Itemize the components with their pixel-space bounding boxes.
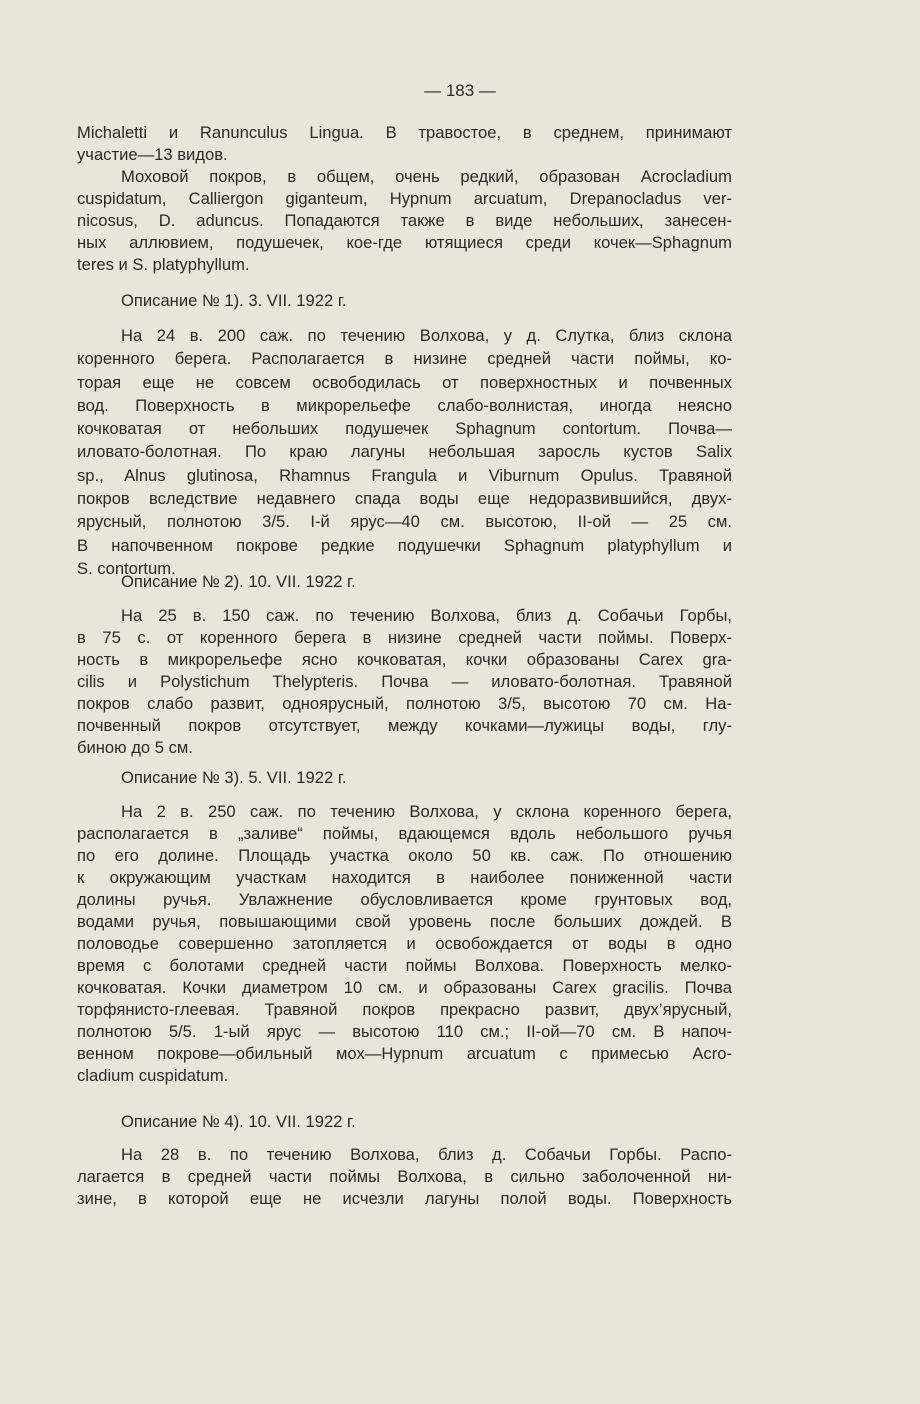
text-line: зине, в которой еще не исчезли лагуны полой воды. Поверхность (77, 1189, 732, 1208)
paragraph (77, 605, 732, 759)
text-line: водами ручья, повышающими свой уровень после больших дождей. В (77, 912, 732, 931)
text-line: коренного берега. Располагается в низине средней части поймы, ко- (77, 349, 732, 369)
text-line: ность в микрорельефе ясно кочковатая, кочки образованы Carex gra- (77, 650, 732, 669)
text-line: покров вследствие недавнего спада воды еще недоразвившийся, двух- (77, 489, 732, 509)
text-line: S. contortum. (77, 558, 176, 578)
text-line: почвенный покров отсутствует, между кочками—лужицы воды, глу- (77, 716, 732, 735)
paragraph (77, 324, 732, 580)
text-line: кочковатая от небольших подушечек Sphagnum contortum. Почва— (77, 419, 732, 439)
text-line: участие—13 видов. (77, 145, 228, 164)
text-line: по его долине. Площадь участка около 50 кв. саж. По отношению (77, 846, 732, 865)
text-line: к окружающим участкам находится в наиболее пониженной части (77, 868, 732, 887)
paragraph (77, 801, 732, 1087)
text-line: cilis и Polystichum Thelypteris. Почва — иловато-болотная. Травяной (77, 672, 732, 691)
text-line: в 75 с. от коренного берега в низине средней части поймы. Поверх- (77, 628, 732, 647)
text-line: покров слабо развит, одноярусный, полнотою 3/5, высотою 70 см. На- (77, 694, 732, 713)
text-line: располагается в „заливе“ поймы, вдающемся вдоль небольшого ручья (77, 824, 732, 843)
text-line: На 25 в. 150 саж. по течению Волхова, близ д. Собачьи Горбы, (121, 606, 732, 625)
paragraph (77, 166, 732, 276)
text-line: полнотою 5/5. 1-ый ярус — высотою 110 см.; II-ой—70 см. В напоч- (77, 1022, 732, 1041)
text-line: время с болотами средней части поймы Волхова. Поверхность мелко- (77, 956, 732, 975)
text-line: половодье совершенно затопляется и освобождается от воды в одно (77, 934, 732, 953)
text-line: лагается в средней части поймы Волхова, в сильно заболоченной ни- (77, 1167, 732, 1186)
text-line: В напочвенном покрове редкие подушечки Sphagnum platyphyllum и (77, 535, 732, 555)
text-line: кочковатая. Кочки диаметром 10 см. и образованы Carex gracilis. Почва (77, 978, 732, 997)
text-line: ных аллювием, подушечек, кое-где ютящиеся среди кочек—Sphagnum (77, 233, 732, 252)
text-line: иловато-болотная. По краю лагуны небольшая заросль кустов Salix (77, 442, 732, 462)
text-line: cladium cuspidatum. (77, 1066, 229, 1085)
text-line: биною до 5 см. (77, 738, 193, 757)
text-line: долины ручья. Увлажнение обусловливается кроме грунтовых вод, (77, 890, 732, 909)
text-line: Michaletti и Ranunculus Lingua. В травостое, в среднем, принимают (77, 123, 732, 142)
section-heading: Описание № 1). 3. VII. 1922 г. (121, 291, 347, 310)
text-line: nicosus, D. aduncus. Попадаются также в виде небольших, занесен- (77, 211, 732, 230)
paragraph (77, 1144, 732, 1210)
page-number: — 183 — (424, 81, 496, 100)
text-line: ярусный, полнотою 3/5. I-й ярус—40 см. высотою, II-ой — 25 см. (77, 512, 732, 532)
section-heading: Описание № 4). 10. VII. 1922 г. (121, 1112, 356, 1131)
section-heading: Описание № 2). 10. VII. 1922 г. (121, 572, 356, 591)
text-line: торая еще не совсем освободилась от поверхностных и почвенных (77, 372, 732, 392)
text-line: венном покрове—обильный мох—Hypnum arcuatum с примесью Acro- (77, 1044, 732, 1063)
text-line: cuspidatum, Calliergon giganteum, Hypnum arcuatum, Drepanocladus ver- (77, 189, 732, 208)
text-line: На 28 в. по течению Волхова, близ д. Собачьи Горбы. Распо- (121, 1145, 732, 1164)
text-line: sp., Alnus glutinosa, Rhamnus Frangula и Viburnum Opulus. Травяной (77, 465, 732, 485)
text-line: Моховой покров, в общем, очень редкий, образован Acrocladium (121, 167, 732, 186)
text-line: На 24 в. 200 саж. по течению Волхова, у д. Слутка, близ склона (121, 326, 732, 345)
text-line: торфянисто-глеевая. Травяной покров прекрасно развит, двух’ярусный, (77, 1000, 732, 1019)
section-heading: Описание № 3). 5. VII. 1922 г. (121, 768, 347, 787)
paragraph (77, 122, 732, 166)
text-line: На 2 в. 250 саж. по течению Волхова, у склона коренного берега, (121, 802, 732, 821)
text-line: teres и S. platyphyllum. (77, 255, 250, 274)
text-line: вод. Поверхность в микрорельефе слабо-волнистая, иногда неясно (77, 395, 732, 415)
